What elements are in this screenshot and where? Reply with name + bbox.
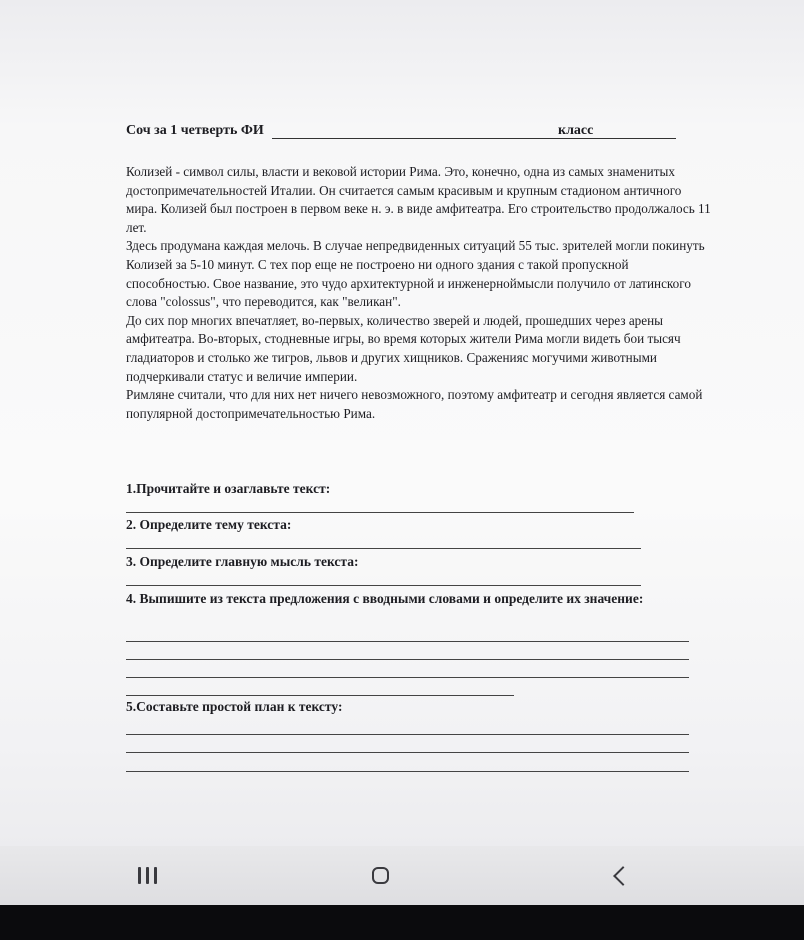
answer-line (126, 695, 514, 696)
text-paragraph-3: До сих пор многих впечатляет, во-первых, количество зверей и людей, прошедших через арены амфитеатра. Во-вторых, стодневные игры, во время которых жители Рима могли видеть бои тысяч гладиаторов и столько же тигров, львов и других хищников. Сраженияс могучими животными подчеркивали статус и величие империи. (126, 312, 681, 384)
back-button[interactable] (585, 846, 655, 905)
answer-line (126, 512, 634, 513)
answer-line (126, 659, 689, 660)
worksheet-header (126, 123, 686, 143)
answer-line (126, 752, 689, 753)
class-label: класс (558, 123, 594, 138)
question-1: 1.Прочитайте и озаглавьте текст: (126, 481, 331, 496)
class-blank-line (600, 138, 676, 139)
question-5: 5.Составьте простой план к тексту: (126, 699, 343, 714)
answer-line (126, 641, 689, 642)
question-4: 4. Выпишите из текста предложения с вводными словами и определите их значение: (126, 591, 644, 606)
text-paragraph-2: Здесь продумана каждая мелочь. В случае непредвиденных ситуаций 55 тыс. зрителей могли покинуть Колизей за 5-10 минут. С тех пор еще не построено ни одного здания с такой пропускной способностью. Свое название, это чудо архитектурной и инженерноймысли получило от латинского слова "colossus", что переводится, как "великан". (126, 238, 705, 310)
answer-line (126, 548, 641, 549)
worksheet-title: Соч за 1 четверть ФИ (126, 123, 264, 138)
home-button[interactable] (345, 846, 415, 905)
answer-line (126, 677, 689, 678)
answer-line (126, 585, 641, 586)
text-paragraph-4: Римляне считали, что для них нет ничего невозможного, поэтому амфитеатр и сегодня является самой популярной достопримечательностью Рима. (126, 387, 703, 421)
reading-text (126, 163, 711, 423)
text-paragraph-1: Колизей - символ силы, власти и вековой истории Рима. Это, конечно, одна из самых знаменитых достопримечательностей Италии. Он считается самым красивым и крупным стадионом античного мира. Колизей был построен в первом веке н. э. в виде амфитеатра. Его строительство продолжалось 11 лет. (126, 164, 711, 235)
back-icon (613, 866, 633, 886)
home-icon (372, 867, 389, 884)
device-bezel (0, 905, 804, 940)
question-2: 2. Определите тему текста: (126, 517, 292, 532)
question-3: 3. Определите главную мысль текста: (126, 554, 359, 569)
answer-line (126, 771, 689, 772)
android-navigation-bar (0, 846, 804, 905)
answer-line (126, 734, 689, 735)
recent-apps-icon (138, 867, 157, 884)
recent-apps-button[interactable] (112, 846, 182, 905)
